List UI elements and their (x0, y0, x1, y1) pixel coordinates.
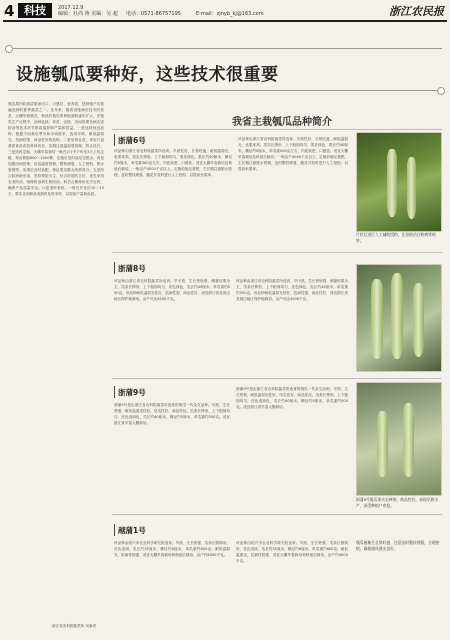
photo-gourd-vines (356, 132, 442, 232)
phone: 电话：0571-86757195 (126, 11, 181, 17)
variety-text-zhepu9-cont: 浙蒲9号是由浙江省农科院蔬菜所选育的瓠瓜一代杂交品种。早熟，生长势强，耐低温弱光性好，结瓜性好，商品性佳。瓜条长棒形，上下粗细均匀，皮色浅绿色，瓜长约40厘米，横径约5厘米，单瓜重约500克。适宜浙江省早春大棚栽培。 (236, 387, 348, 409)
section-divider (112, 514, 442, 515)
issue-date: 2017.12.9 (58, 5, 84, 11)
section-marker (114, 134, 115, 146)
variety-heading-zhepu8: 浙蒲8号 (118, 264, 146, 273)
rule-dot (5, 45, 13, 53)
editor-credit: 编辑：杜尚 蒋 美编：吴 超 (58, 11, 118, 17)
variety-text-zhepu9: 浙蒲9号是由浙江省农科院蔬菜所选育的瓠瓜一代杂交品种。早熟，生长势强，耐低温弱光性好，结瓜性好，商品性佳。瓜条长棒形，上下粗细均匀，皮色浅绿色，瓜长约40厘米，横径约5厘米，单瓜重约500克。适宜浙江省早春大棚栽培。 (114, 403, 230, 425)
photo-gourd-field (356, 382, 442, 496)
variety-text-yuepu1-cont: 该品种由绍兴市农业科学研究院选育。早熟，生长势强，瓜条长圆筒形，皮色浅绿，瓜长约35厘米，横径约6厘米，单瓜重约600克。耐低温弱光，抗病性较强，适宜大棚早春栽培和秋延后栽培。亩产约4000千克。 (236, 541, 348, 563)
headline-rule-top (8, 48, 442, 49)
subheading: 我省主栽瓠瓜品种简介 (232, 117, 332, 128)
variety-text-zhepu8-cont: 该品种由浙江省农科院蔬菜所选育。早中熟，生长势较强，侧蔓结果为主，瓜条长棒形，上下粗细均匀，皮色绿色，瓜长约45厘米，单瓜重约550克。该品种耐低温弱光性好，抗病性强，商品性好，适宜浙江省及周边地区保护地栽培。亩产可达4500千克。 (236, 279, 348, 301)
subheading-rule (112, 129, 442, 130)
variety-text-yuepu1: 该品种由绍兴市农业科学研究院选育。早熟，生长势强，瓜条长圆筒形，皮色浅绿，瓜长约35厘米，横径约6厘米，单瓜重约600克。耐低温弱光，抗病性较强，适宜大棚早春栽培和秋延后栽培。亩产约4000千克。 (114, 541, 230, 557)
header-rule (3, 20, 447, 22)
variety-text-zhepu6: 该品种由浙江省农科院蔬菜所选育。早熟性好，长势旺盛，耐低温弱光，坐果率高。果实长棒形，上下粗细均匀，果皮绿色，果长约40厘米，横径约5厘米，单瓜重500克左右，肉质致密，口感佳。适宜大棚早春栽培及秋延后栽培。一般亩产4000千克以上。定植前施足基肥，生长期注意肥水管理，及时整枝理蔓，雌花开放时进行人工授粉，以提高坐果率。 (114, 149, 232, 177)
variety-text-zhepu8: 该品种由浙江省农科院蔬菜所选育。早中熟，生长势较强，侧蔓结果为主，瓜条长棒形，上下粗细均匀，皮色绿色，瓜长约45厘米，单瓜重约550克。该品种耐低温弱光性好，抗病性强，商品性好，适宜浙江省及周边地区保护地栽培。亩产可达4500千克。 (114, 279, 230, 301)
photo-caption-3: 瓠瓜植株生长势旺盛，注意及时整枝理蔓，合理密植，确保通风透光良好。 (356, 540, 440, 551)
variety-heading-yuepu1: 越蒲1号 (118, 526, 146, 535)
masthead: 浙江农民报 (389, 5, 444, 18)
rule-dot (437, 87, 445, 95)
page-number: 4 (4, 2, 15, 20)
section-marker (114, 262, 115, 274)
headline-rule-bottom (8, 90, 442, 91)
article-author: 浙江省农科院蔬菜所 吴新亮 (52, 624, 97, 628)
variety-heading-zhepu9: 浙蒲9号 (118, 388, 146, 397)
article-intro-text: 瓠瓜果肉软和清甜而可口，口感好、营养高，是种植户们普遍选择的夏季蔬菜之一。近年来，随着设施栽培技术的普及，大棚早熟瓠瓜、秋延后瓠瓜的种植面积逐年扩大。在瓠瓜生产过程中，品种选择、育苗、定植、田间管理及病虫害防治等技术环节都直接影响产量和效益。一是选择优良品种，根据不同栽培季节和市场需求，选用早熟、耐低温弱光、抗病性强、商品性好的品种。二是培育壮苗，采用穴盘基质育苗或营养钵育苗，苗期注意温湿度管理，防止徒长。三是适时定植，大棚早春栽培一般在2月中下旬至3月上旬定植，每亩种植800～1000株，定植后及时浇足定根水。四是加强田间管理，包括温度管理、整枝理蔓、人工授粉、肥水管理等，坐果后及时追肥，保证果实膨大所需养分。五是综合防治病虫害，坚持预防为主、综合防治的方针，优先采用农业防治、物理防治和生物防治，科学合理使用化学农药，确保产品质量安全。六是适时采收，一般在开花后10～15天，果实达到商品成熟时及时采收，以提高产量和品质。 (8, 102, 104, 196)
photo-caption-1: 片状后进行人工辅助授粉，注意防治白粉病等病害。 (356, 232, 436, 243)
email: E-mail：zjnyb_kj@163.com (196, 11, 264, 17)
section-divider (112, 378, 442, 379)
section-marker (114, 386, 115, 398)
section-divider (112, 252, 442, 253)
headline: 设施瓠瓜要种好，这些技术很重要 (16, 65, 279, 85)
photo-gourds-hanging (356, 264, 442, 372)
variety-text-zhepu6-cont: 该品种由浙江省农科院蔬菜所选育。早熟性好，长势旺盛，耐低温弱光，坐果率高。果实长棒形，上下粗细均匀，果皮绿色，果长约40厘米，横径约5厘米，单瓜重500克左右，肉质致密，口感佳。适宜大棚早春栽培及秋延后栽培。一般亩产4000千克以上。定植前施足基肥，生长期注意肥水管理，及时整枝理蔓，雌花开放时进行人工授粉，以提高坐果率。 (238, 137, 348, 171)
section-marker (114, 524, 115, 536)
photo-caption-2: 浙蒲9号瓠瓜果实长棒形，商品性好，表现早熟丰产，深受种植户欢迎。 (356, 497, 439, 508)
variety-heading-zhepu6: 浙蒲6号 (118, 136, 146, 145)
section-tag: 科技 (18, 3, 52, 18)
